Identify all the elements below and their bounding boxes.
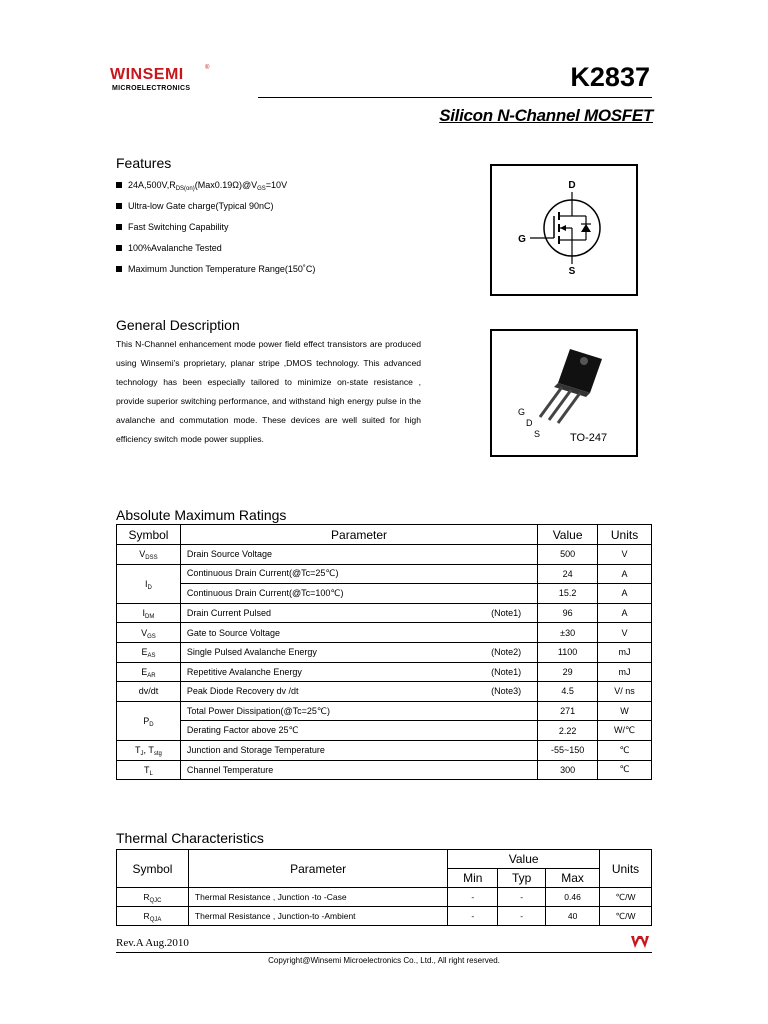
footer-divider — [116, 952, 652, 953]
registered-mark: ® — [205, 65, 210, 71]
description-text: This N-Channel enhancement mode power field effect transistors are produced using Winsemi's proprietary, planar stripe ,DMOS technology. This advanced technology has been especially tailored to minimize on-state resistance , provide superior switching performance, and withstand high energy pulse in the avalanche and commutation mode. These devices are well suited for high efficiency switch mode power supplies. — [116, 339, 421, 444]
feature-item: 100%Avalanche Tested — [116, 241, 456, 262]
pin-d-label: D — [526, 418, 533, 428]
col-units: Units — [598, 525, 652, 545]
table-row: $T_J$, $T_{stg}$ Junction and Storage Temperature -55~150 ℃ — [117, 740, 652, 760]
thermal-title: Thermal Characteristics — [116, 830, 264, 846]
col-units: Units — [600, 850, 652, 888]
abs-max-title: Absolute Maximum Ratings — [116, 507, 287, 523]
table-header-row — [117, 525, 652, 545]
table-row: $I_D$ Continuous Drain Current(@Tc=25℃) 24 A — [117, 564, 652, 584]
mosfet-symbol-diagram — [490, 164, 638, 296]
part-number: K2837 — [570, 62, 650, 92]
revision-label: Rev.A Aug.2010 — [116, 937, 189, 949]
document-subtitle: Silicon N-Channel MOSFET — [439, 106, 653, 125]
bullet-icon — [116, 245, 122, 251]
bullet-icon — [116, 182, 122, 188]
table-row: $V_{DSS}$ Drain Source Voltage 500 V — [117, 545, 652, 565]
col-symbol: Symbol — [117, 850, 189, 888]
table-row: $E_{AR}$ Repetitive Avalanche Energy (Note1) 29 mJ — [117, 662, 652, 682]
col-max: Max — [546, 869, 600, 888]
copyright-notice: Copyright@Winsemi Microelectronics Co., Ltd., All right reserved. — [268, 956, 500, 965]
features-list — [116, 178, 456, 283]
pin-s-label: S — [534, 429, 541, 439]
col-min: Min — [448, 869, 498, 888]
package-diagram — [490, 329, 638, 457]
feature-item: $24A,500V,R_{DS(on)}(Max0.19\Omega)@V_{GS}=10V$ — [116, 178, 456, 199]
mosfet-symbol-icon — [492, 166, 636, 294]
table-header-row — [117, 850, 652, 869]
col-typ: Typ — [498, 869, 546, 888]
pin-g-label: G — [518, 407, 526, 417]
header-divider — [258, 97, 652, 98]
table-row: $P_D$ Total Power Dissipation(@Tc=25℃) 271 W — [117, 701, 652, 721]
bullet-icon — [116, 203, 122, 209]
features-title: Features — [116, 155, 172, 171]
thermal-table — [116, 849, 652, 926]
package-name: TO-247 — [570, 432, 608, 444]
col-parameter: Parameter — [188, 850, 447, 888]
logo-subtitle: MICROELECTRONICS — [112, 85, 191, 92]
winsemi-w-icon — [630, 934, 650, 950]
table-row: $T_L$ Channel Temperature 300 ℃ — [117, 760, 652, 780]
company-logo — [110, 66, 210, 96]
table-row: $R_{QJA}$ Thermal Resistance , Junction-to -Ambient - - 40 ℃/W — [117, 907, 652, 926]
feature-item: Maximum Junction Temperature Range(150˚C) — [116, 262, 456, 283]
feature-item: Fast Switching Capability — [116, 220, 456, 241]
table-row: $R_{QJC}$ Thermal Resistance , Junction -to -Case - - 0.46 ℃/W — [117, 888, 652, 907]
source-label: S — [568, 266, 576, 277]
table-row: Continuous Drain Current(@Tc=100℃) 15.2 A — [117, 584, 652, 604]
to247-package-icon — [492, 331, 636, 455]
col-parameter: Parameter — [180, 525, 537, 545]
col-symbol: Symbol — [117, 525, 181, 545]
table-row: dv/dt Peak Diode Recovery dv /dt (Note3) 4.5 V/ ns — [117, 682, 652, 702]
table-row: $V_{GS}$ Gate to Source Voltage ±30 V — [117, 623, 652, 643]
bullet-icon — [116, 224, 122, 230]
table-row: Derating Factor above 25℃ 2.22 W/℃ — [117, 721, 652, 741]
col-value: Value — [448, 850, 600, 869]
table-row: $E_{AS}$ Single Pulsed Avalanche Energy (Note2) 1100 mJ — [117, 642, 652, 662]
abs-max-table — [116, 524, 652, 780]
bullet-icon — [116, 266, 122, 272]
logo-wordmark: WINSEMI — [110, 66, 184, 83]
col-value: Value — [538, 525, 598, 545]
drain-label: D — [568, 180, 576, 191]
feature-item: Ultra-low Gate charge(Typical 90nC) — [116, 199, 456, 220]
table-row: $I_{DM}$ Drain Current Pulsed (Note1) 96 A — [117, 603, 652, 623]
gate-label: G — [518, 234, 526, 245]
description-title: General Description — [116, 317, 240, 333]
